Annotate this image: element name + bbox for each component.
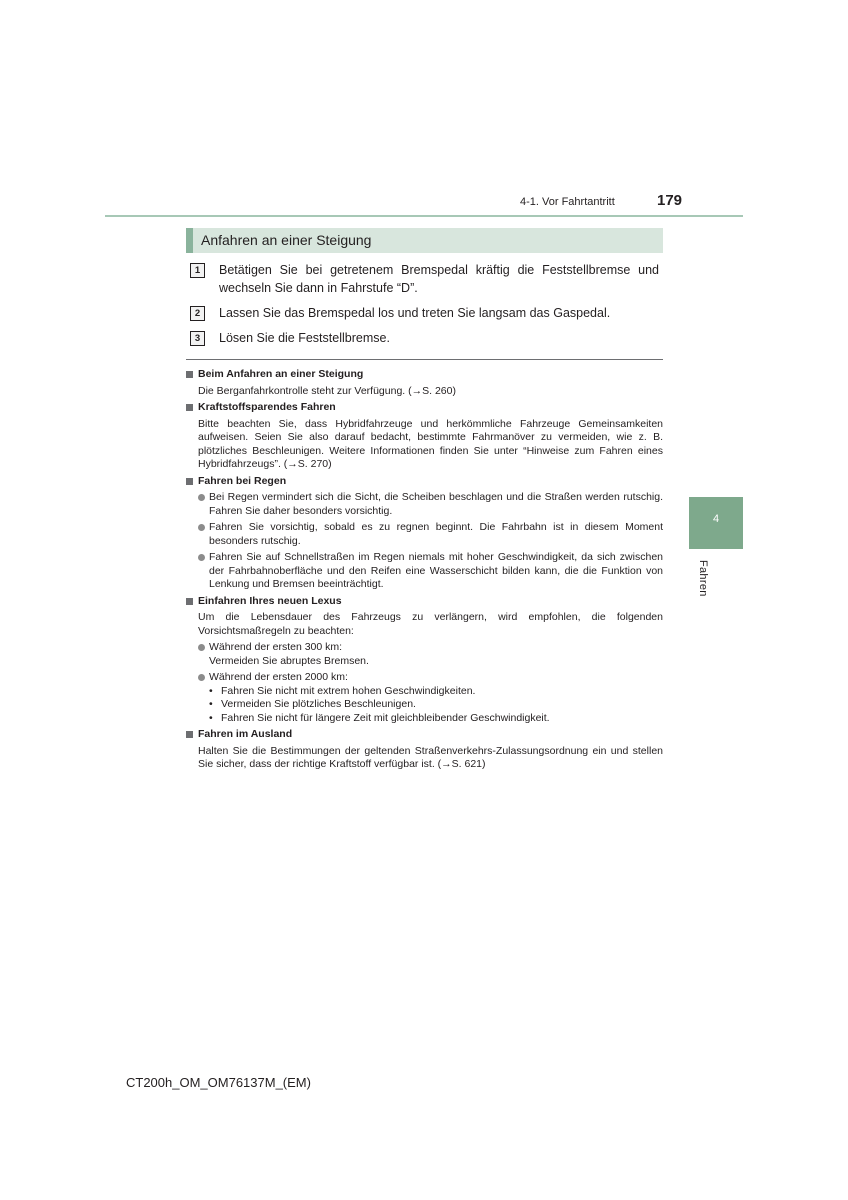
list-item: Fahren Sie auf Schnellstraßen im Regen niemals mit hoher Geschwindigkeit, da sich zwischen der Fahrbahnoberfläche und den Reifen eine Wasserschicht bilden kann, die die Funktion von Lenkung und Bremsen beeinträchtigt. [186, 551, 663, 592]
note-body: Bitte beachten Sie, dass Hybridfahrzeuge und herkömmliche Fahrzeuge Gemeinsamkeiten aufweisen. Seien Sie also darauf bedacht, bestimmte Fahrmanöver zu vermeiden, wie z. B. plötzliches Beschleunigen. Weitere Informationen finden Sie unter “Hinweise zum Fahren eines Hybridfahrzeugs”. (→S. 270) [198, 417, 663, 470]
square-bullet-icon [186, 731, 193, 738]
circle-bullet-icon [198, 674, 205, 681]
note-title: Fahren bei Regen [186, 475, 663, 489]
step-text: Betätigen Sie bei getretenem Bremspedal kräftig die Feststellbremse und wechseln Sie dann in Fahrstufe “D”. [219, 263, 659, 295]
document-code: CT200h_OM_OM76137M_(EM) [126, 1075, 311, 1090]
note-title: Einfahren Ihres neuen Lexus [186, 595, 663, 609]
note-title: Fahren im Ausland [186, 728, 663, 742]
step-number: 2 [190, 306, 205, 321]
step-text: Lösen Sie die Feststellbremse. [219, 331, 390, 345]
circle-bullet-icon [198, 644, 205, 651]
small-bullet-icon: • [209, 684, 213, 697]
step-text: Lassen Sie das Bremspedal los und treten Sie langsam das Gaspedal. [219, 306, 611, 320]
sub-list-item: • Vermeiden Sie plötzliches Beschleunigen. [209, 698, 416, 710]
chapter-tab-label: Fahren [697, 560, 709, 597]
list-item: Während der ersten 2000 km: [186, 671, 663, 685]
note-body: Die Berganfahrkontrolle steht zur Verfügung. (→S. 260) [198, 384, 456, 397]
note-title: Beim Anfahren an einer Steigung [186, 368, 663, 382]
note-body: Halten Sie die Bestimmungen der geltenden Straßenverkehrs-Zulassungsordnung ein und stellen Sie sicher, dass der richtige Kraftstoff verfügbar ist. (→S. 621) [198, 744, 663, 770]
page-number: 179 [657, 192, 683, 209]
square-bullet-icon [186, 598, 193, 605]
step-list [186, 261, 663, 347]
note-body: Um die Lebensdauer des Fahrzeugs zu verlängern, wird empfohlen, die folgenden Vorsichtsmaßregeln zu beachten: [198, 611, 663, 637]
notes-section [186, 368, 663, 772]
list-item: Fahren Sie vorsichtig, sobald es zu regnen beginnt. Die Fahrbahn ist in diesem Moment besonders rutschig. [186, 521, 663, 548]
main-content [186, 228, 663, 774]
step-item [186, 261, 663, 297]
circle-bullet-icon [198, 554, 205, 561]
section-divider [186, 359, 663, 360]
step-number: 1 [190, 263, 205, 278]
sub-list-item: • Fahren Sie nicht für längere Zeit mit gleichbleibender Geschwindigkeit. [209, 711, 550, 724]
step-number: 3 [190, 331, 205, 346]
small-bullet-icon: • [209, 698, 213, 710]
chapter-tab [689, 497, 743, 549]
square-bullet-icon [186, 404, 193, 411]
header-section-title: 4-1. Vor Fahrtantritt [520, 196, 615, 208]
chapter-tab-number: 4 [712, 513, 720, 525]
section-heading: Anfahren an einer Steigung [186, 228, 663, 253]
square-bullet-icon [186, 371, 193, 378]
header-divider [105, 215, 743, 217]
small-bullet-icon: • [209, 711, 213, 724]
note-title: Kraftstoffsparendes Fahren [186, 401, 663, 415]
list-item: Während der ersten 300 km: Vermeiden Sie abruptes Bremsen. [186, 641, 663, 668]
step-item [186, 329, 663, 347]
square-bullet-icon [186, 478, 193, 485]
step-item [186, 304, 663, 322]
circle-bullet-icon [198, 494, 205, 501]
circle-bullet-icon [198, 524, 205, 531]
list-item: Bei Regen vermindert sich die Sicht, die Scheiben beschlagen und die Straßen werden rutschig. Fahren Sie daher besonders vorsichtig. [186, 491, 663, 518]
sub-list-item: • Fahren Sie nicht mit extrem hohen Geschwindigkeiten. [209, 684, 476, 697]
